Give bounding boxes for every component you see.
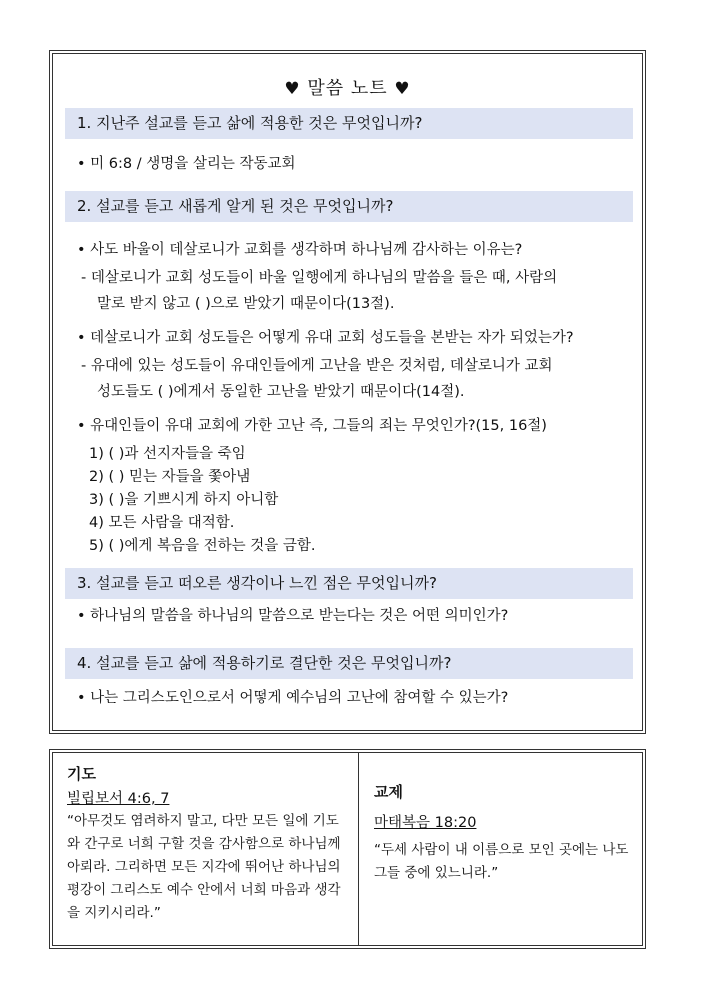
- prayer-fellowship-box: [49, 749, 646, 949]
- question-1-header: 1. 지난주 설교를 듣고 삶에 적용한 것은 무엇입니까?: [65, 108, 633, 139]
- prayer-title: 기도: [67, 765, 96, 783]
- question-2-line-5: - 유대에 있는 성도들이 유대인들에게 고난을 받은 것처럼, 데살로니가 교회: [81, 358, 553, 374]
- question-2-line-2: - 데살로니가 교회 성도들이 바울 일행에게 하나님의 말씀을 들은 때, 사람의: [81, 270, 558, 286]
- page-title: [53, 74, 642, 100]
- sermon-note-box: [49, 50, 646, 734]
- question-3-header: 3. 설교를 듣고 떠오른 생각이나 느낀 점은 무엇입니까?: [65, 568, 633, 599]
- page-title-text: 말씀 노트: [307, 78, 388, 99]
- question-2-line-4: • 데살로니가 교회 성도들은 어떻게 유대 교회 성도들을 본받는 자가 되었는가?: [77, 326, 574, 347]
- question-2-line-1: • 사도 바울이 데살로니가 교회를 생각하며 하나님께 감사하는 이유는?: [77, 238, 522, 259]
- question-2-line-7: • 유대인들이 유대 교회에 가한 고난 즉, 그들의 죄는 무엇인가?(15, 16절): [77, 414, 547, 435]
- prayer-reference: 빌립보서 4:6, 7: [67, 791, 170, 807]
- heart-icon-left: ♥: [284, 79, 301, 99]
- question-2-item-4: 4) 모든 사람을 대적함.: [89, 515, 235, 531]
- fellowship-reference: 마태복음 18:20: [374, 815, 477, 831]
- column-divider: [358, 753, 359, 945]
- question-4-header: 4. 설교를 듣고 삶에 적용하기로 결단한 것은 무엇입니까?: [65, 648, 633, 679]
- question-2-header: 2. 설교를 듣고 새롭게 알게 된 것은 무엇입니까?: [65, 191, 633, 222]
- question-2-item-3: 3) ( )을 기쁘시게 하지 아니함: [89, 492, 279, 508]
- prayer-fellowship-inner: [52, 752, 643, 946]
- question-2-item-2: 2) ( ) 믿는 자들을 쫓아냄: [89, 469, 251, 485]
- heart-icon-right: ♥: [394, 79, 411, 99]
- question-2-line-6: 성도들도 ( )에게서 동일한 고난을 받았기 때문이다(14절).: [97, 384, 465, 400]
- prayer-verse: “아무것도 염려하지 말고, 다만 모든 일에 기도와 간구로 너희 구할 것을 감사함으로 하나님께 아뢰라. 그리하면 모든 지각에 뛰어난 하나님의 평강이 그리스도 예수 안에서 너희 마음과 생각을 지키시리라.”: [67, 813, 341, 921]
- question-2-item-5: 5) ( )에게 복음을 전하는 것을 금함.: [89, 538, 316, 554]
- question-1-line-1: • 미 6:8 / 생명을 살리는 작동교회: [77, 152, 296, 173]
- question-3-line-1: • 하나님의 말씀을 하나님의 말씀으로 받는다는 것은 어떤 의미인가?: [77, 604, 508, 625]
- question-4-line-1: • 나는 그리스도인으로서 어떻게 예수님의 고난에 참여할 수 있는가?: [77, 686, 508, 707]
- question-2-line-3: 말로 받지 않고 ( )으로 받았기 때문이다(13절).: [97, 296, 395, 312]
- fellowship-verse: “두세 사람이 내 이름으로 모인 곳에는 나도 그들 중에 있느니라.”: [374, 842, 629, 881]
- sermon-note-inner: [52, 53, 643, 731]
- question-2-item-1: 1) ( )과 선지자들을 죽임: [89, 446, 246, 462]
- fellowship-title: 교제: [374, 783, 403, 801]
